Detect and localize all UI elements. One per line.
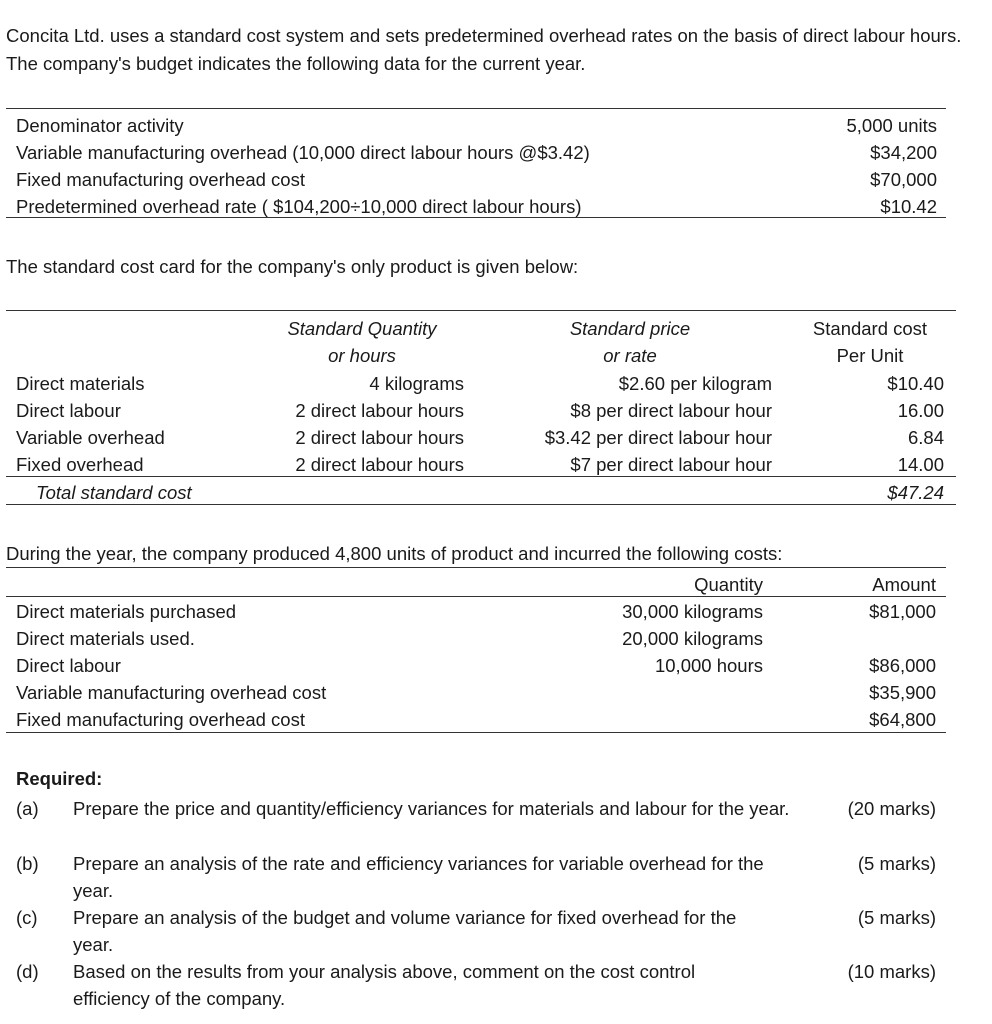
card-qty-variable-overhead: 2 direct labour hours [295, 427, 464, 448]
header-standard-cost: Standard cost [812, 318, 928, 339]
card-item-variable-overhead: Variable overhead [16, 427, 165, 448]
header-or-hours: or hours [328, 345, 396, 366]
budget-value-predetermined-rate: $10.42 [880, 196, 937, 217]
actual-amount-direct-labour: $86,000 [869, 655, 936, 676]
card-price-variable-overhead: $3.42 per direct labour hour [544, 427, 772, 448]
cost-card-bottom-rule [6, 504, 956, 505]
actual-qty-materials-purchased: 30,000 kilograms [622, 601, 763, 622]
question-d-label: (d) [16, 961, 39, 982]
budget-value-variable-overhead: $34,200 [870, 142, 937, 163]
card-cost-direct-materials: $10.40 [887, 373, 944, 394]
actual-qty-materials-used: 20,000 kilograms [622, 628, 763, 649]
question-c-marks: (5 marks) [857, 907, 936, 928]
question-a-text: Prepare the price and quantity/efficiency variances for materials and labour for the year. [73, 798, 790, 819]
card-item-fixed-overhead: Fixed overhead [16, 454, 144, 475]
actual-item-fixed-overhead: Fixed manufacturing overhead cost [16, 709, 305, 730]
budget-label-fixed-overhead: Fixed manufacturing overhead cost [16, 169, 305, 190]
actual-amount-variable-overhead: $35,900 [869, 682, 936, 703]
card-cost-direct-labour: 16.00 [897, 400, 944, 421]
actual-item-direct-labour: Direct labour [16, 655, 121, 676]
header-or-rate: or rate [603, 345, 657, 366]
actual-costs-intro: During the year, the company produced 4,800 units of product and incurred the following costs: [6, 543, 783, 564]
question-b-text: Prepare an analysis of the rate and efficiency variances for variable overhead for the year. [73, 853, 764, 901]
actual-amount-materials-purchased: $81,000 [869, 601, 936, 622]
actual-header-rule [6, 596, 946, 597]
question-c-label: (c) [16, 907, 38, 928]
header-quantity: Quantity [694, 574, 763, 595]
header-standard-price: Standard price [569, 318, 691, 339]
card-cost-variable-overhead: 6.84 [907, 427, 944, 448]
total-standard-cost-value: $47.24 [887, 482, 944, 503]
question-a-marks: (20 marks) [847, 798, 936, 819]
actual-amount-fixed-overhead: $64,800 [869, 709, 936, 730]
header-per-unit: Per Unit [836, 345, 904, 366]
question-b-label: (b) [16, 853, 39, 874]
total-standard-cost-label: Total standard cost [36, 482, 192, 503]
card-item-direct-materials: Direct materials [16, 373, 145, 394]
question-c-text: Prepare an analysis of the budget and volume variance for fixed overhead for the year. [73, 907, 737, 955]
card-price-direct-labour: $8 per direct labour hour [570, 400, 772, 421]
actual-qty-direct-labour: 10,000 hours [654, 655, 763, 676]
budget-label-predetermined-rate: Predetermined overhead rate ( $104,200÷10,000 direct labour hours) [16, 196, 582, 217]
actual-item-variable-overhead: Variable manufacturing overhead cost [16, 682, 327, 703]
card-price-direct-materials: $2.60 per kilogram [618, 373, 772, 394]
card-price-fixed-overhead: $7 per direct labour hour [570, 454, 772, 475]
budget-value-denominator: 5,000 units [846, 115, 937, 136]
required-heading: Required: [16, 768, 103, 789]
cost-card-mid-rule [6, 476, 956, 477]
card-qty-direct-labour: 2 direct labour hours [295, 400, 464, 421]
card-qty-fixed-overhead: 2 direct labour hours [295, 454, 464, 475]
budget-top-rule [6, 108, 946, 109]
actual-top-rule [6, 567, 946, 568]
budget-label-denominator: Denominator activity [16, 115, 184, 136]
budget-label-variable-overhead: Variable manufacturing overhead (10,000 direct labour hours @$3.42) [16, 142, 590, 163]
actual-bottom-rule [6, 732, 946, 733]
budget-value-fixed-overhead: $70,000 [870, 169, 937, 190]
card-cost-fixed-overhead: 14.00 [897, 454, 944, 475]
question-a-label: (a) [16, 798, 39, 819]
question-d-text: Based on the results from your analysis above, comment on the cost control efficiency of the company. [73, 961, 696, 1009]
header-amount: Amount [872, 574, 936, 595]
card-qty-direct-materials: 4 kilograms [369, 373, 464, 394]
cost-card-intro: The standard cost card for the company's only product is given below: [6, 256, 579, 277]
cost-card-top-rule [6, 310, 956, 311]
actual-item-materials-purchased: Direct materials purchased [16, 601, 237, 622]
card-item-direct-labour: Direct labour [16, 400, 121, 421]
header-standard-quantity: Standard Quantity [287, 318, 437, 339]
intro-paragraph: Concita Ltd. uses a standard cost system and sets predetermined overhead rates on the basis of direct labour hours. The company's budget indicates the following data for the current year. [6, 25, 962, 74]
actual-item-materials-used: Direct materials used. [16, 628, 195, 649]
budget-bottom-rule [6, 217, 946, 218]
question-b-marks: (5 marks) [857, 853, 936, 874]
question-d-marks: (10 marks) [847, 961, 936, 982]
